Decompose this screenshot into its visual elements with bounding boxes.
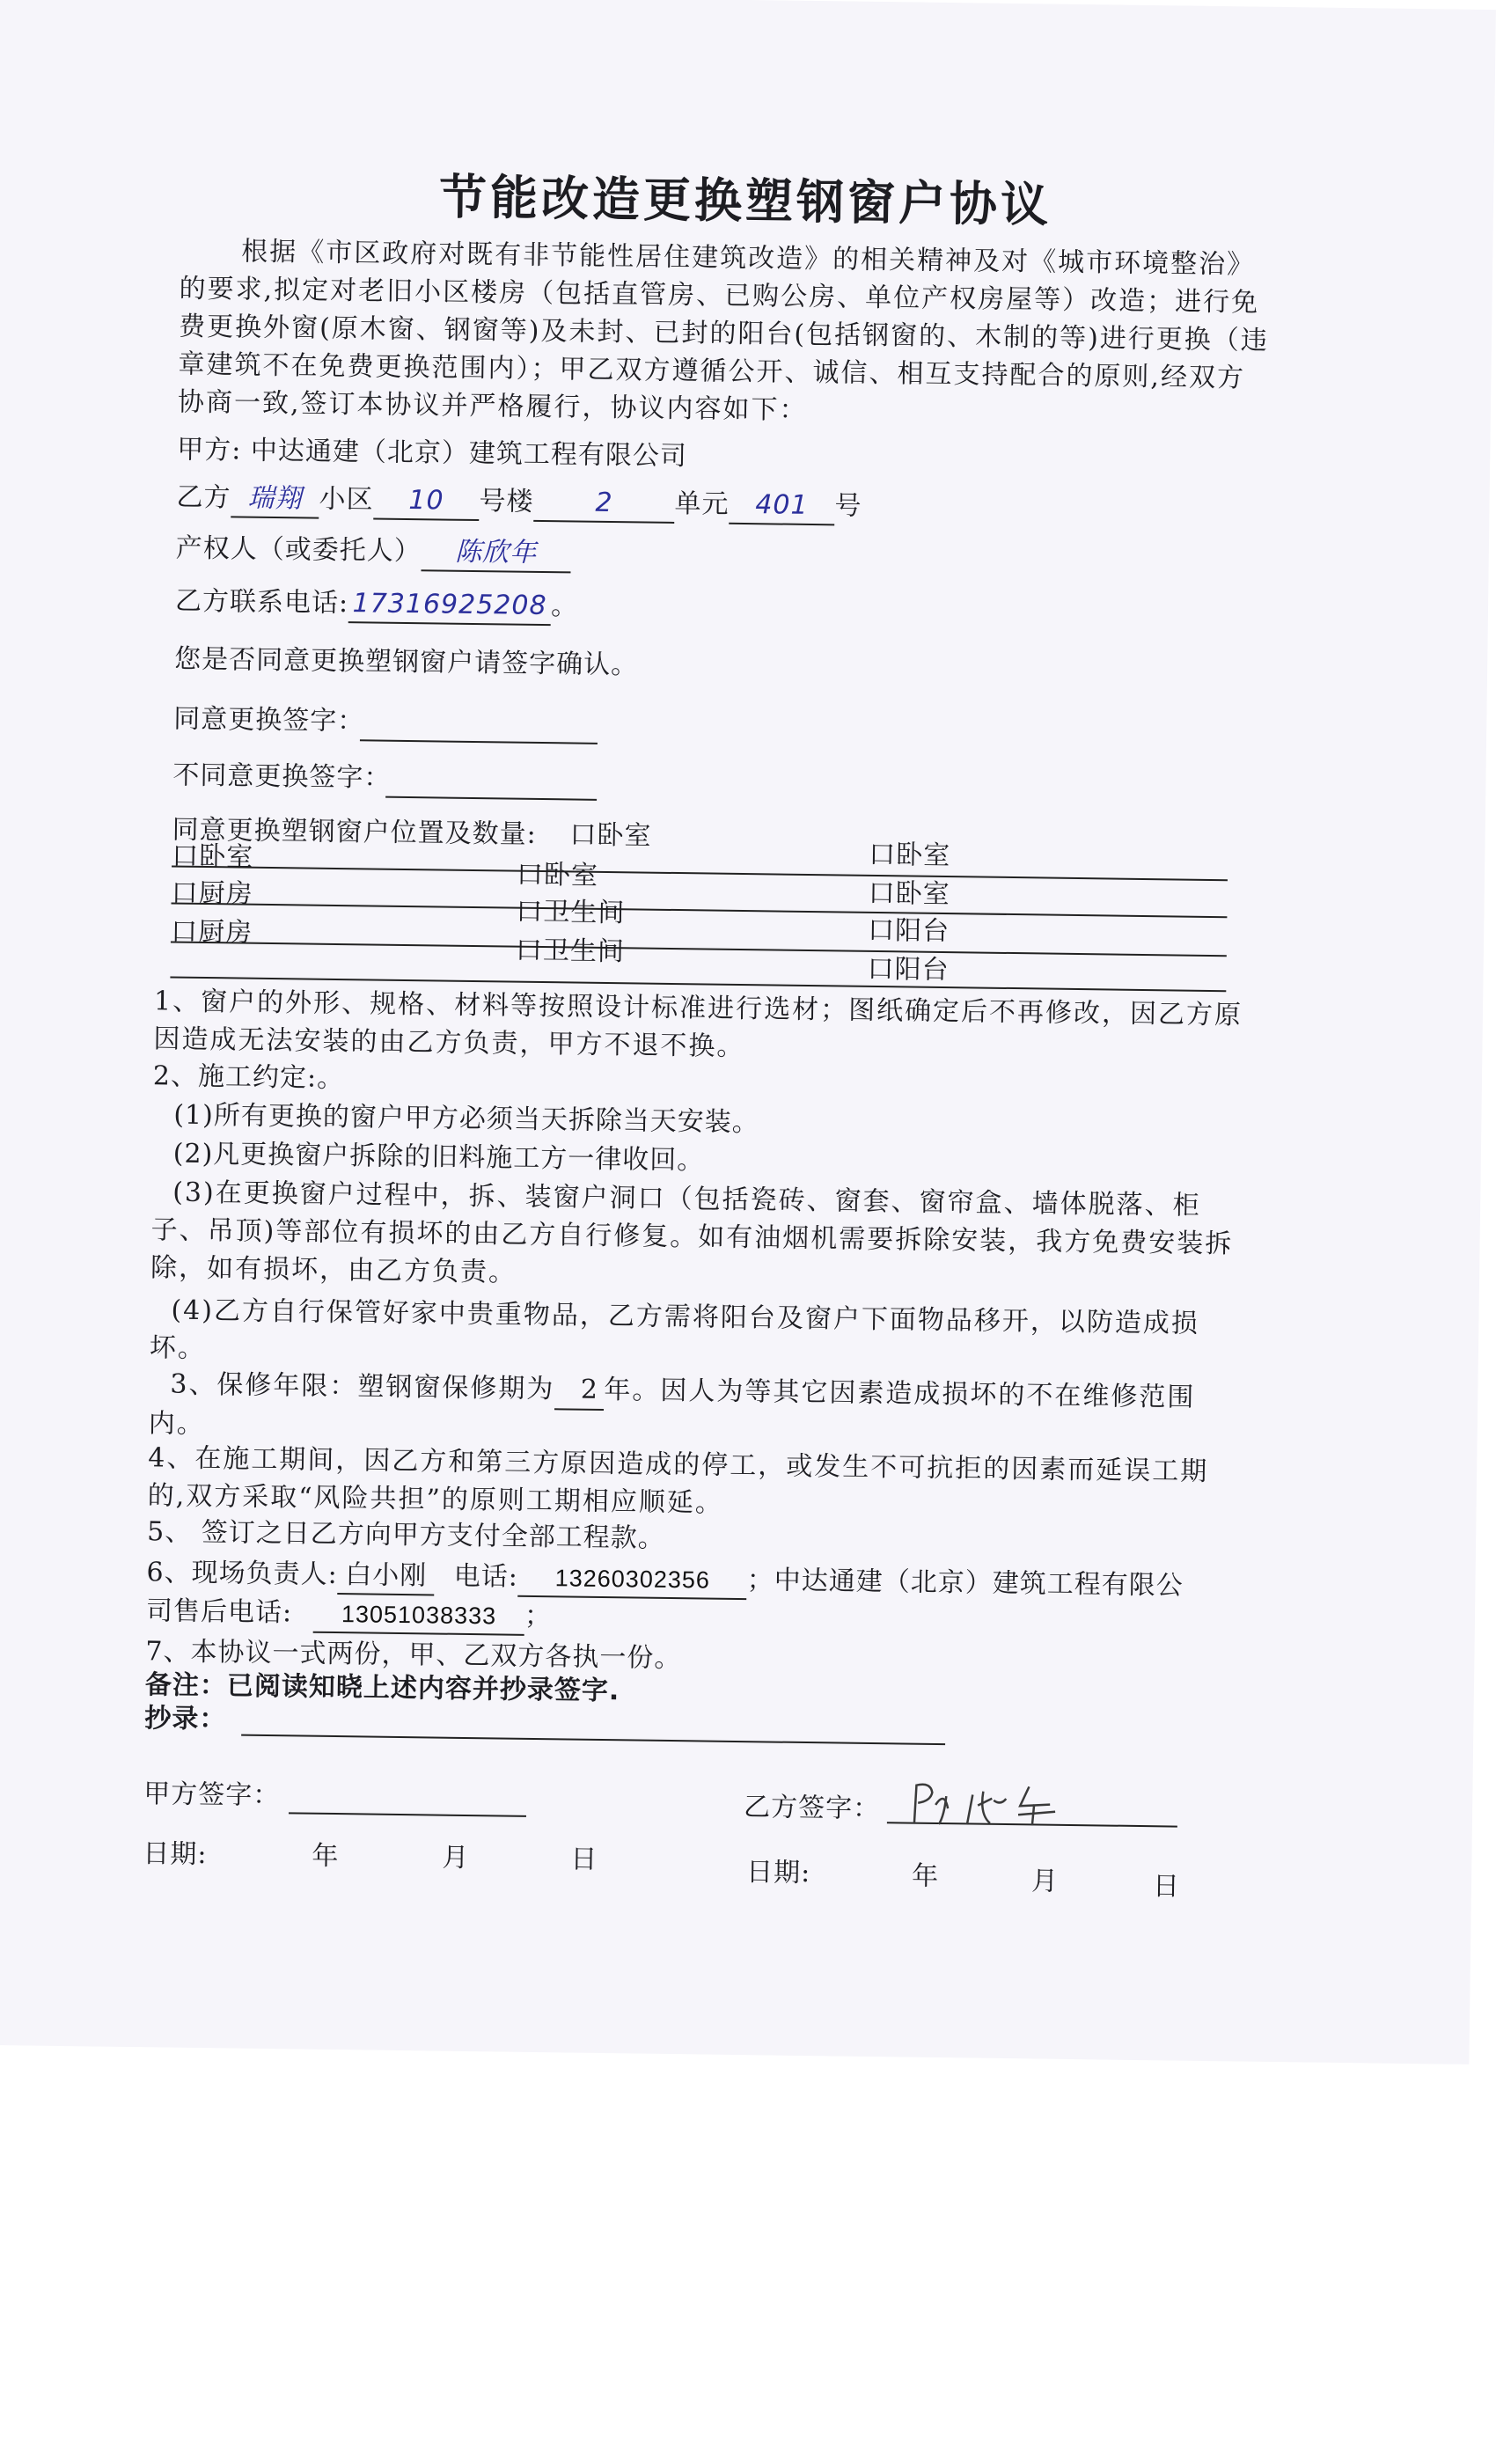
community-suffix: 小区 — [319, 483, 374, 516]
window-cell-0-2: 口卧室 — [869, 839, 951, 872]
consent-question: 您是否同意更换塑钢窗户请签字确认。 — [173, 643, 639, 681]
clause-2-3: (3)在更换窗户过程中，拆、装窗户洞口（包括瓷砖、窗套、窗帘盒、墙体脱落、柜子、吊顶)等部位有损坏的由乙方自行修复。如有油烟机需要拆除安装，我方免费安装拆除，如有损坏，由乙方负责。 — [150, 1177, 1234, 1288]
window-cell-1-1: 口卧室 — [516, 859, 599, 891]
note: 备注：已阅读知晓上述内容并抄录签字. — [144, 1669, 620, 1707]
phone-tail: 。 — [550, 590, 579, 622]
clause-6-pre: 6、现场负责人: — [146, 1557, 338, 1591]
window-row-line — [171, 903, 1227, 919]
date-a-day: 日 — [570, 1844, 598, 1875]
phone-row — [175, 584, 579, 627]
company-tail: ；中达通建（北京）建筑工程有限公 — [746, 1565, 1184, 1602]
unit-field[interactable]: 2 — [533, 485, 675, 524]
window-cell-3-2: 口阳台 — [867, 953, 950, 986]
site-manager-tel[interactable]: 13260302356 — [518, 1560, 748, 1600]
intro-paragraph: 根据《市区政府对既有非节能性居住建筑改造》的相关精神及对《城市环境整治》的要求,拟定对老旧小区楼房（包括直管房、已购公房、单位产权房屋等）改造；进行免费更换外窗(原木窗、钢窗等)及未封、已封的阳台(包括钢窗的、木制的等)进行更换（违章建筑不在免费更换范围内）；甲乙双方遵循公开、诚信、相互支持配合的原则,经双方协商一致,签订本协议并严格履行，协议内容如下： — [177, 236, 1270, 426]
clause-1: 1、窗户的外形、规格、材料等按照设计标准进行选材；图纸确定后不再修改，因乙方原因造成无法安装的由乙方负责，甲方不退不换。 — [153, 986, 1243, 1063]
clause-2-4: (4)乙方自行保管好家中贵重物品，乙方需将阳台及窗户下面物品移开，以防造成损坏。 — [149, 1294, 1200, 1365]
warranty-years[interactable]: 2 — [554, 1370, 605, 1411]
building-suffix: 号楼 — [479, 486, 534, 517]
clause-7: 7、本协议一式两份，甲、乙双方各执一份。 — [145, 1636, 682, 1675]
windows-header: 同意更换塑钢窗户位置及数量: — [172, 814, 537, 850]
window-cell-3-1: 口卫生间 — [515, 935, 626, 968]
date-a-month: 月 — [442, 1842, 470, 1874]
copy-line[interactable] — [241, 1734, 945, 1745]
window-cell-1-0: 口卧室 — [171, 840, 254, 873]
party-a: 甲方: 中达通建（北京）建筑工程有限公司 — [177, 434, 688, 473]
after-sales-label: 司售后电话: — [145, 1595, 293, 1629]
after-sales-tel[interactable]: 13051038333 — [313, 1596, 525, 1636]
window-row-line — [172, 866, 1228, 882]
copy-label: 抄录： — [144, 1703, 227, 1735]
phone-label: 乙方联系电话: — [174, 585, 349, 620]
clause-3-post: 年。因人为等其它因素造成损坏的不在维修范围内。 — [148, 1374, 1196, 1441]
date-b-year: 年 — [911, 1860, 940, 1893]
owner-field[interactable]: 陈欣年 — [421, 534, 571, 573]
party-b-label: 乙方 — [176, 481, 231, 514]
window-cell-0-0: 口卧室 — [569, 819, 652, 852]
clause-4: 4、在施工期间，因乙方和第三方原因造成的停工，或发生不可抗拒的因素而延误工期的,双方采取“风险共担”的原则工期相应顺延。 — [147, 1442, 1209, 1519]
after-sales-tail: ； — [524, 1600, 553, 1632]
clause-5: 5、 签订之日乙方向甲方支付全部工程款。 — [146, 1516, 665, 1554]
window-cell-3-0: 口厨房 — [170, 916, 253, 949]
sign-a-line[interactable] — [289, 1812, 526, 1817]
clause-2-1: (1)所有更换的窗户甲方必须当天拆除当天安装。 — [173, 1099, 760, 1139]
sign-b-label: 乙方签字： — [743, 1792, 881, 1825]
community-field[interactable]: 瑞翔 — [231, 480, 319, 518]
clause-2: 2、施工约定:。 — [152, 1060, 345, 1095]
phone-field[interactable]: 17316925208 — [348, 586, 552, 626]
window-row-line — [171, 942, 1227, 957]
date-b-label: 日期: — [745, 1857, 811, 1889]
agree-sign-label: 同意更换签字： — [173, 703, 365, 737]
room-field[interactable]: 401 — [729, 488, 835, 526]
agree-sign-line[interactable] — [360, 739, 598, 744]
window-cell-2-2: 口阳台 — [867, 914, 950, 948]
date-a-label: 日期: — [143, 1838, 208, 1871]
date-b-month: 月 — [1030, 1866, 1060, 1897]
page-title: 节能改造更换塑钢窗户协议 — [438, 169, 1052, 233]
room-suffix: 号 — [834, 490, 862, 522]
clause-2-2: (2)凡更换窗户拆除的旧料施工方一律收回。 — [172, 1138, 705, 1177]
clause-3-pre: 3、保修年限：塑钢窗保修期为 — [170, 1368, 555, 1405]
date-b-day: 日 — [1152, 1871, 1181, 1903]
site-manager-tel-label: 电话: — [453, 1560, 519, 1593]
owner-label: 产权人（或委托人） — [175, 532, 422, 568]
window-cell-2-0: 口厨房 — [171, 877, 253, 910]
sign-a-label: 甲方签字： — [143, 1778, 281, 1812]
disagree-sign-label: 不同意更换签字： — [172, 759, 392, 794]
unit-suffix: 单元 — [674, 488, 730, 520]
window-cell-1-2: 口卧室 — [868, 877, 950, 911]
after-sales-row — [146, 1594, 553, 1636]
party-b-signature — [909, 1778, 1086, 1834]
window-cell-2-1: 口卫生间 — [516, 896, 626, 929]
building-field[interactable]: 10 — [373, 482, 480, 521]
owner-row — [175, 532, 571, 574]
site-manager-name[interactable]: 白小刚 — [337, 1558, 435, 1595]
disagree-sign-line[interactable] — [385, 796, 597, 801]
party-b-address — [176, 480, 862, 526]
date-a-year: 年 — [312, 1840, 340, 1873]
